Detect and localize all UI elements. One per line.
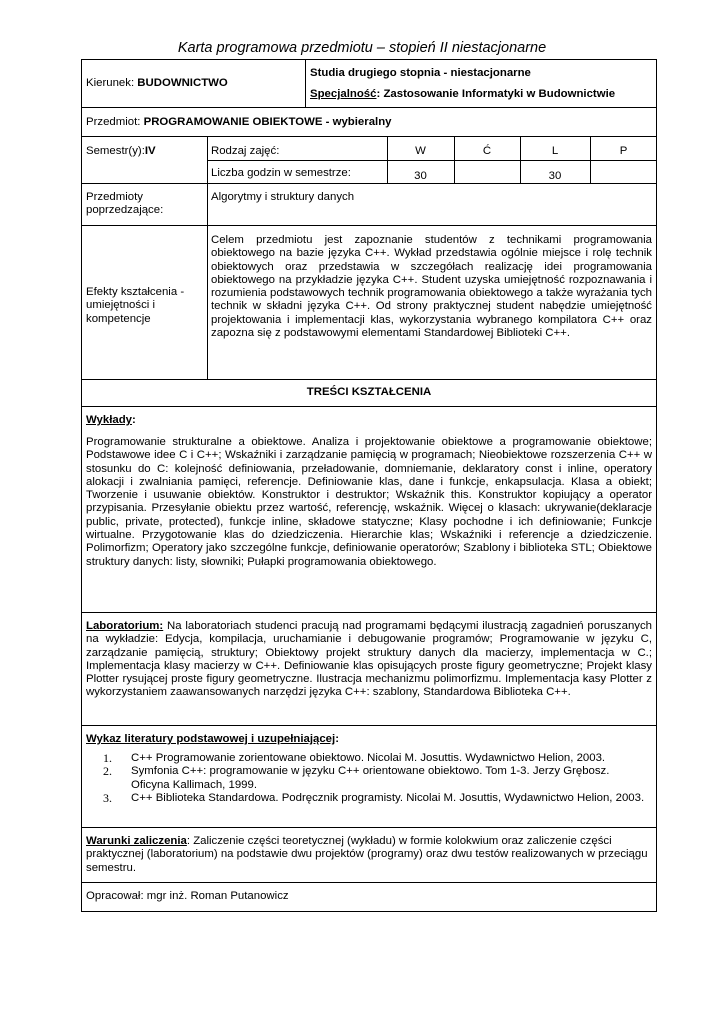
semestr-value: IV (144, 145, 156, 157)
literatura-heading (86, 733, 339, 746)
laboratorium-label: Laboratorium: (86, 620, 164, 632)
poprzedzajace-value: Algorytmy i struktury danych (211, 191, 355, 203)
opracowal-footer: Opracował: mgr inż. Roman Putanowicz (86, 890, 289, 902)
wyklady-heading (86, 414, 136, 427)
literatura-list (103, 752, 651, 805)
warunki-label: Warunki zaliczenia (86, 835, 187, 847)
list-item-text: C++ Programowanie zorientowane obiektowo. Nicolai M. Josuttis. Wydawnictwo Helion, 2003. (131, 752, 606, 764)
kierunek-cell (86, 77, 228, 90)
kierunek-label: Kierunek: (86, 77, 138, 89)
przedmiot-value: PROGRAMOWANIE OBIEKTOWE - wybieralny (143, 116, 392, 128)
specjalnosc-cell (310, 88, 615, 101)
warunki-block (86, 835, 652, 875)
column-header-p: P (619, 145, 628, 157)
poprzedzajace-label: Przedmioty poprzedzające: (86, 191, 164, 217)
list-item-number: 1. (103, 751, 112, 765)
przedmiot-cell (86, 116, 392, 129)
list-item (103, 792, 651, 805)
list-item-number: 3. (103, 790, 112, 805)
column-header-l: L (551, 145, 559, 157)
list-item (103, 752, 651, 765)
laboratorium-text: Na laboratoriach studenci pracują nad programami będącymi ilustracją zagadnień poruszanych na wykładzie: Edycja, kompilacja, uruchamianie i debugowanie programów; Programowanie w języku C, zarządzanie pamięcią, struktury; Obiektowy projekt struktury danych dla macierzy, implementacja w C.; Implementacja klasy macierzy w C++. Definiowanie klas opisujących proste figury geometryczne; Projekt klasy Plotter rysującej proste figury geometryczne. Ilustracja mechanizmu polimorfizmu. Implementacja kasy Plotter z wykorzystaniem zaawansowanych narzędzi języka C++: szablony, Standardowa Biblioteka C++. (86, 620, 652, 699)
wyklady-label: Wykłady (86, 414, 133, 426)
tresci-header: TREŚCI KSZTAŁCENIA (306, 386, 432, 398)
column-header-c: Ć (482, 145, 492, 157)
efekty-label: Efekty kształcenia - umiejętności i kompetencje (86, 286, 185, 325)
page-title: Karta programowa przedmiotu – stopień II niestacjonarne (177, 40, 547, 56)
list-item (103, 765, 651, 792)
column-header-w: W (415, 145, 426, 157)
laboratorium-block (86, 620, 652, 700)
specjalnosc-value: : Zastosowanie Informatyki w Budownictwie (376, 88, 616, 100)
studia-level: Studia drugiego stopnia - niestacjonarne (310, 67, 531, 79)
hours-w: 30 (414, 170, 427, 182)
list-item-text: C++ Biblioteka Standardowa. Podręcznik programisty. Nicolai M. Josuttis, Wydawnictwo Helion, 2003. (131, 791, 645, 804)
semestr-label: Semestr(y): (86, 145, 145, 157)
wyklady-colon: : (132, 414, 136, 426)
literatura-colon: : (335, 733, 339, 745)
list-item-text: Symfonia C++: programowanie w języku C++ orientowane obiektowo. Tom 1-3. Jerzy Grębosz. Oficyna Kallimach, 1999. (131, 765, 610, 791)
efekty-text: Celem przedmiotu jest zapoznanie studentów z technikami programowania obiektowego na bazie języka C++. Wykład przedstawia ogólnie miejsce i rolę technik obiektowych oraz przedstawia w szczegółach realizację idei programowania obiektowego na przykładzie języka C++. Student uzyska umiejętność rozpoznawania i rozumienia podstawowych technik programowania obiektowego a także wyrażania tych technik w składni języka C++. Od strony praktycznej student nabędzie umiejętność projektowania i implementacji klas, wykorzystania wybranego kompilatora C++ oraz zapozna się z podstawowymi elementami Standardowej Biblioteki C++. (211, 234, 652, 340)
hours-l: 30 (548, 170, 562, 182)
wyklady-text: Programowanie strukturalne a obiektowe. Analiza i projektowanie obiektowe a programowanie obiektowe; Podstawowe idee C i C++; Wskaźniki i zarządzanie pamięcią w programach; Nieobiektowe rozszerzenia C++ w stosunku do C: kolejność definiowania, przeładowanie, domniemanie, deklaratory const i inline, operatory alokacji i zwalniania pamięci, referencje. Definiowanie klas, dane i funkcje, enkapsulacja. Klasa a obiekt; Tworzenie i usuwanie obiektów. Konstruktor i destruktor; Wskaźnik this. Konstruktor kopiujący a operator przypisania. Przesyłanie obiektu przez wartość, referencję, wskaźnik. Więcej o klasach: ukrywanie(deklaracje public, private, protected), funkcje inline, składowe statyczne; Klasy pochodne i ich definiowanie; Funkcje wirtualne. Przygotowanie klas do dziedziczenia. Hierarchie klas; Wskaźniki i referencje a dziedziczenie. Polimorfizm; Operatory jako szczególne funkcje, definiowanie operatorów; Szablony i biblioteka STL; Obiektowe struktury danych: listy, słowniki; Pułapki programowania obiektowego. (86, 436, 652, 568)
przedmiot-label: Przedmiot: (86, 116, 144, 128)
specjalnosc-label: Specjalność (310, 88, 377, 100)
semestr-cell (86, 145, 156, 158)
kierunek-value: BUDOWNICTWO (137, 77, 228, 89)
liczba-godzin-label: Liczba godzin w semestrze: (211, 167, 351, 179)
warunki-text: : Zaliczenie części teoretycznej (wykładu) w formie kolokwium oraz zaliczenie części praktycznej (laboratorium) na podstawie dwu projektów (programy) oraz dwu testów realizowanych w przeciągu semestru. (86, 835, 648, 874)
rodzaj-zajec-label: Rodzaj zajęć: (211, 145, 280, 157)
literatura-label: Wykaz literatury podstawowej i uzupełniającej (86, 733, 336, 745)
list-item-number: 2. (103, 764, 112, 779)
